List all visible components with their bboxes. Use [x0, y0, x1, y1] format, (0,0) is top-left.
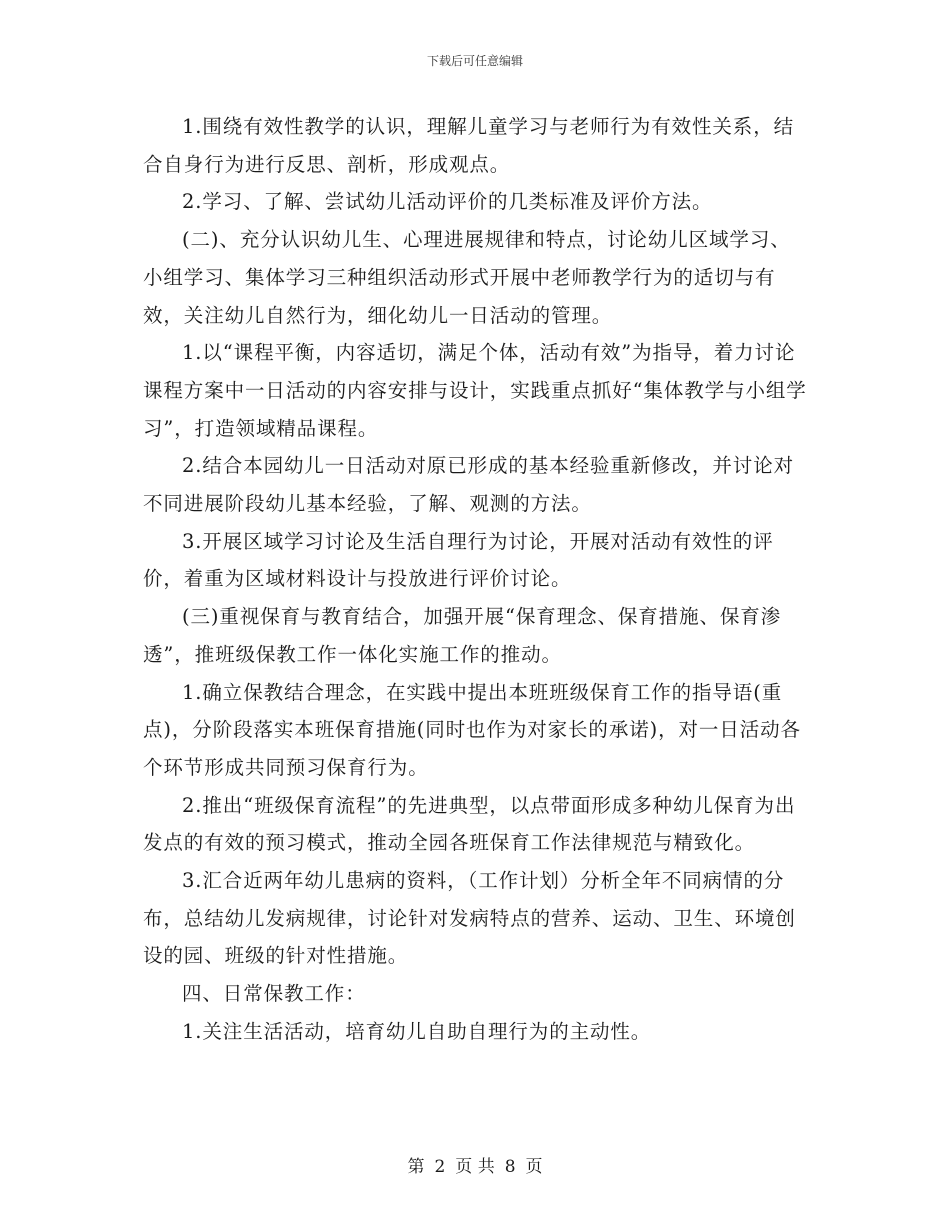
paragraph: 1.关注生活活动，培育幼儿自助自理行为的主动性。 [182, 1019, 652, 1043]
paragraph: 1.确立保教结合理念，在实践中提出本班班级保育工作的指导语(重点)，分阶段落实本班保育措施(同时也作为对家长的承诺)，对一日活动各个环节形成共同预习保育行为。 [143, 680, 801, 779]
total-pages-number: 8 [504, 1157, 516, 1177]
paragraph: 3.汇合近两年幼儿患病的资料，（工作计划）分析全年不同病情的分布，总结幼儿发病规律，讨论针对发病特点的营养、运动、卫生、环境创设的园、班级的针对性措施。 [143, 869, 796, 968]
document-body [143, 108, 807, 1051]
section-heading: 四、日常保教工作： [182, 982, 366, 1006]
paragraph: (三)重视保育与教育结合，加强开展“保育理念、保育措施、保育渗透”，推班级保教工作一体化实施工作的推动。 [143, 605, 782, 666]
footer-middle: 页 共 [455, 1157, 495, 1177]
paragraph: 2.学习、了解、尝试幼儿活动评价的几类标准及评价方法。 [182, 190, 713, 214]
paragraph: (二)、充分认识幼儿生、心理进展规律和特点，讨论幼儿区域学习、小组学习、集体学习三种组织活动形式开展中老师教学行为的适切与有效，关注幼儿自然行为，细化幼儿一日活动的管理。 [143, 228, 791, 327]
page-header-note: 下载后可任意编辑 [426, 54, 523, 68]
footer-prefix: 第 [407, 1157, 425, 1177]
footer-suffix: 页 [525, 1157, 543, 1177]
paragraph: 3.开展区域学习讨论及生活自理行为讨论，开展对活动有效性的评价，着重为区域材料设计与投放进行评价讨论。 [143, 529, 774, 591]
paragraph: 2.结合本园幼儿一日活动对原已形成的基本经验重新修改，并讨论对不同进展阶段幼儿基本经验，了解、观测的方法。 [143, 454, 795, 516]
paragraph: 1.以“课程平衡，内容适切，满足个体，活动有效”为指导，着力讨论课程方案中一日活动的内容安排与设计，实践重点抓好“集体教学与小组学习”，打造领域精品课程。 [143, 341, 807, 440]
page-footer [0, 1152, 950, 1177]
current-page-number: 2 [434, 1157, 446, 1177]
paragraph: 1.围绕有效性教学的认识，理解儿童学习与老师行为有效性关系，结合自身行为进行反思、剖析，形成观点。 [143, 115, 795, 176]
paragraph: 2.推出“班级保育流程”的先进典型，以点带面形成多种幼儿保育为出发点的有效的预习模式，推动全园各班保育工作法律规范与精致化。 [143, 793, 796, 855]
